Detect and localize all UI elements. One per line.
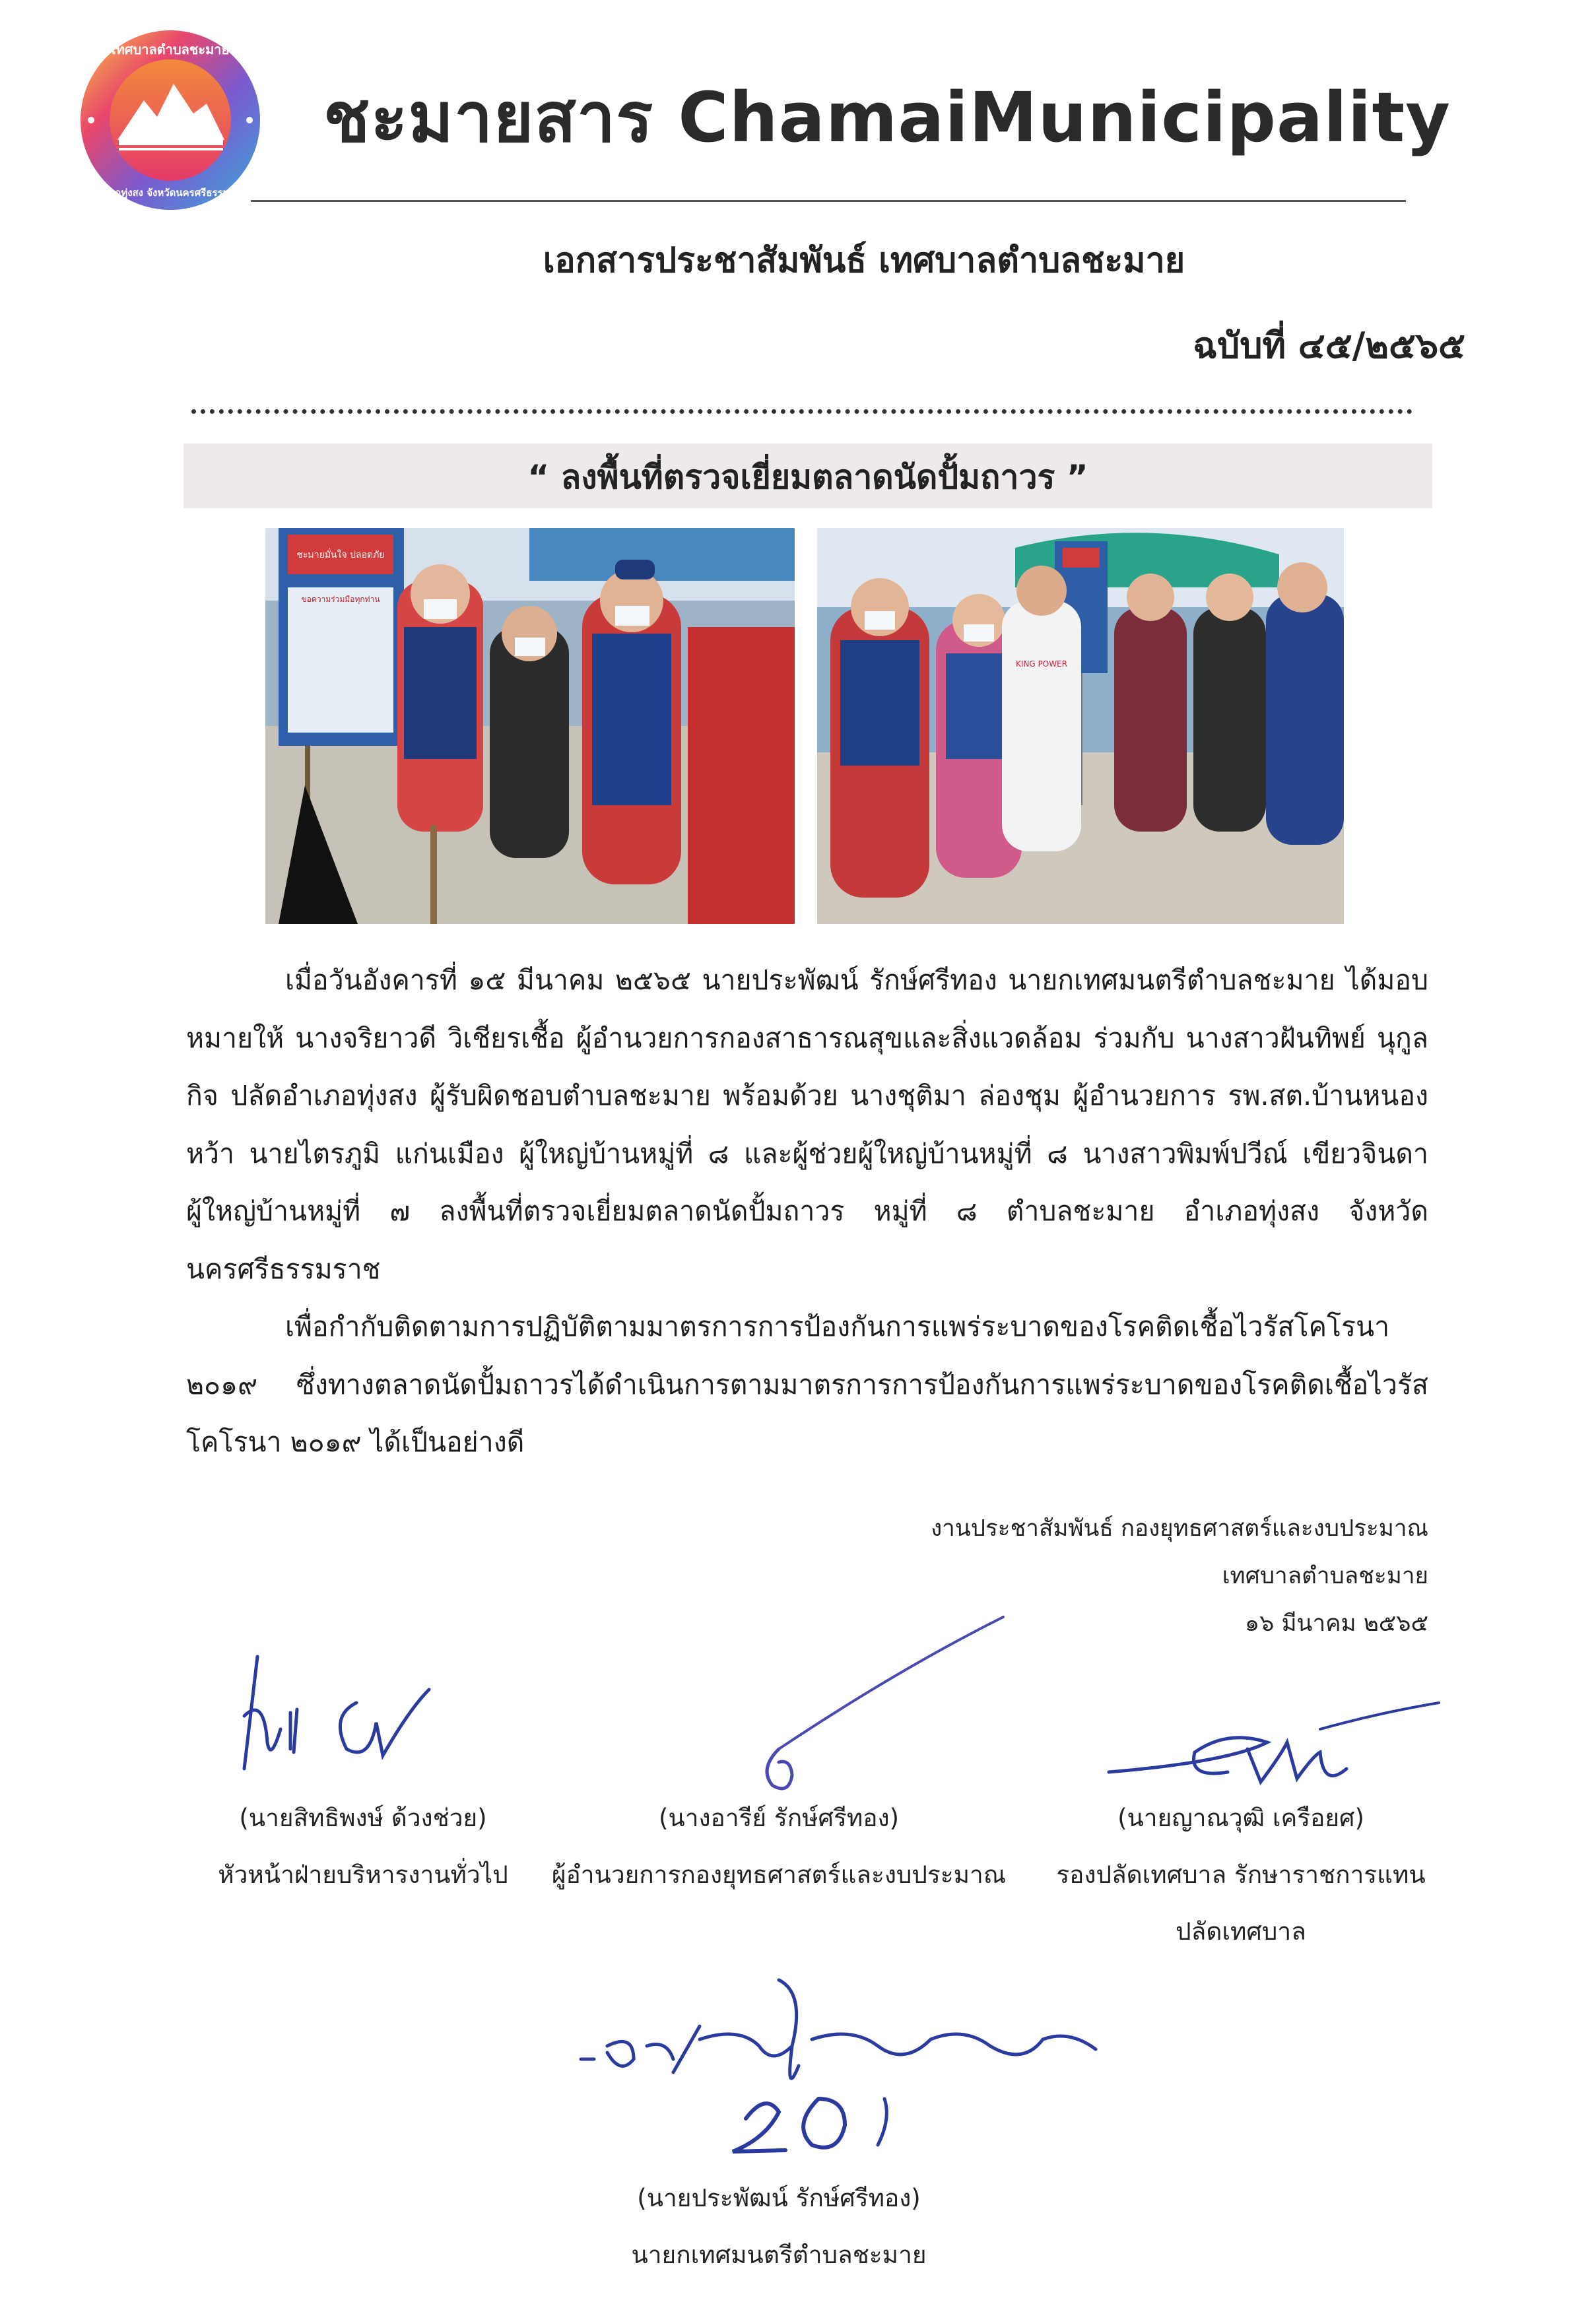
attribution-date: ๑๖ มีนาคม ๒๕๖๕: [1244, 1610, 1428, 1637]
signatory-3: [1003, 1790, 1479, 1960]
photo-group-market: [817, 528, 1344, 924]
document-subtitle: เอกสารประชาสัมพันธ์ เทศบาลตำบลชะมาย: [543, 241, 1185, 280]
signature-4: [568, 1967, 1162, 2178]
signatory-3-name: (นายญาณวุฒิ เครือยศ): [1117, 1804, 1364, 1832]
shirt-text: KING POWER: [1016, 659, 1067, 669]
headline: “ ลงพื้นที่ตรวจเยี่ยมตลาดนัดปั้มถาวร ”: [527, 458, 1088, 496]
signature-2: [733, 1610, 1023, 1802]
signatory-1: [158, 1790, 568, 1903]
signatory-2-position: ผู้อำนวยการกองยุทธศาสตร์และงบประมาณ: [551, 1861, 1007, 1889]
signatory-2: [515, 1790, 1043, 1903]
sign-top-text: ชะมายมั่นใจ ปลอดภัย: [296, 550, 385, 560]
logo-ring-text-bottom: อำเภอทุ่งสง จังหวัดนครศรีธรรมราช: [93, 187, 248, 199]
masthead-divider: [251, 200, 1406, 202]
signatory-3-position-line2: ปลัดเทศบาล: [1176, 1917, 1306, 1946]
masthead-title: ชะมายสาร ChamaiMunicipality: [323, 77, 1451, 158]
signatory-3-position: รองปลัดเทศบาล รักษาราชการแทน: [1056, 1861, 1426, 1889]
signatory-1-name: (นายสิทธิพงษ์ ด้วงช่วย): [239, 1804, 487, 1832]
article-body: [186, 952, 1428, 1472]
sign-mid-text: ขอความร่วมมือทุกท่าน: [301, 595, 380, 604]
logo-ring-text-top: เทศบาลตำบลชะมาย: [111, 42, 230, 57]
issue-number: ฉบับที่ ๔๕/๒๕๖๕: [1193, 325, 1465, 366]
municipality-logo: [78, 28, 263, 213]
attribution-org: เทศบาลตำบลชะมาย: [1222, 1563, 1428, 1589]
article-paragraph-2: เพื่อกำกับติดตามการปฏิบัติตามมาตรการการป้องกันการแพร่ระบาดของโรคติดเชื้อไวรัสโคโรนา ๒๐๑๙ ซึ่งทางตลาดนัดปั้มถาวรได้ดำเนินการตามมาตรการการป้องกันการแพร่ระบาดของโรคติดเชื้อไวรัสโคโรนา ๒๐๑๙ ได้เป็นอย่างดี: [186, 1311, 1428, 1458]
signatory-mayor-position: นายกเทศมนตรีตำบลชะมาย: [631, 2241, 927, 2269]
signatory-1-position: หัวหน้าฝ่ายบริหารงานทั่วไป: [218, 1861, 508, 1889]
signatory-2-name: (นางอารีย์ รักษ์ศรีทอง): [658, 1804, 900, 1832]
signature-1: [218, 1650, 495, 1795]
signatory-mayor-name: (นายประพัฒน์ รักษ์ศรีทอง): [637, 2184, 921, 2212]
attribution-unit: งานประชาสัมพันธ์ กองยุทธศาสตร์และงบประมาณ: [931, 1515, 1428, 1542]
dotted-divider: [191, 409, 1413, 414]
photo-handwashing-station: [265, 528, 795, 924]
signatory-mayor: [515, 2170, 1043, 2284]
article-paragraph-1: เมื่อวันอังคารที่ ๑๕ มีนาคม ๒๕๖๕ นายประพัฒน์ รักษ์ศรีทอง นายกเทศมนตรีตำบลชะมาย ได้มอบหมายให้ นางจริยาวดี วิเชียรเชื้อ ผู้อำนวยการกองสาธารณสุขและสิ่งแวดล้อม ร่วมกับ นางสาวฝันทิพย์ นุกูลกิจ ปลัดอำเภอทุ่งสง ผู้รับผิดชอบตำบลชะมาย พร้อมด้วย นางชุติมา ล่องชุม ผู้อำนวยการ รพ.สต.บ้านหนองหว้า นายไตรภูมิ แก่นเมือง ผู้ใหญ่บ้านหมู่ที่ ๘ และผู้ช่วยผู้ใหญ่บ้านหมู่ที่ ๘ นางสาวพิมพ์ปวีณ์ เขียวจินดา ผู้ใหญ่บ้านหมู่ที่ ๗ ลงพื้นที่ตรวจเยี่ยมตลาดนัดปั้มถาวร หมู่ที่ ๘ ตำบลชะมาย อำเภอทุ่งสง จังหวัดนครศรีธรรมราช: [186, 964, 1428, 1285]
